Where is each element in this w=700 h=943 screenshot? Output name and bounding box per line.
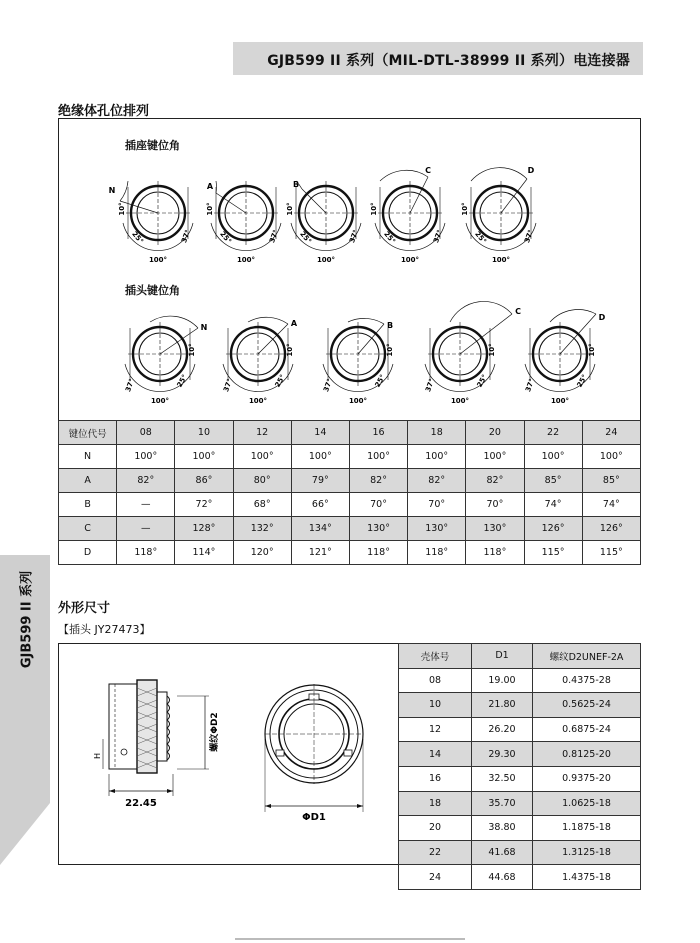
size-table-row — [399, 693, 641, 718]
size-table-row — [399, 717, 641, 742]
plug-keying-label: 插头键位角 — [125, 284, 180, 297]
footer-rule — [235, 938, 465, 940]
angle-label: 100° — [150, 397, 170, 405]
angle-label: 10° — [370, 202, 378, 216]
size-table-cell: 20 — [399, 816, 472, 841]
keying-angle-table — [58, 420, 641, 565]
angle-label: 25° — [575, 373, 590, 389]
key-angle-line — [410, 177, 428, 213]
key-table-cell: 100° — [349, 445, 407, 469]
key-table-cell: 130° — [466, 517, 524, 541]
size-table-row — [399, 816, 641, 841]
size-table-cell: 21.80 — [472, 693, 533, 718]
angle-label: 100° — [550, 397, 570, 405]
key-code-label: N — [200, 323, 208, 332]
key-table-cell: — — [117, 493, 175, 517]
key-header-cell: 24 — [582, 421, 640, 445]
key-table-cell: 100° — [291, 445, 349, 469]
key-table-cell: 68° — [233, 493, 291, 517]
key-table-cell: 130° — [349, 517, 407, 541]
insulator-section-title: 绝缘体孔位排列 — [58, 104, 150, 119]
size-table-cell: 22 — [399, 840, 472, 865]
size-table-cell: 08 — [399, 668, 472, 693]
size-table-row — [399, 840, 641, 865]
size-header-cell: 壳体号 — [399, 644, 472, 669]
key-table-cell: 79° — [291, 469, 349, 493]
key-table-row — [59, 469, 641, 493]
size-table-row — [399, 742, 641, 767]
angle-label: 37° — [424, 377, 437, 393]
key-table-cell: 74° — [524, 493, 582, 517]
size-table-cell: 1.1875-18 — [533, 816, 641, 841]
key-code-label: D — [527, 166, 535, 175]
key-table-cell: 115° — [582, 541, 640, 565]
key-table-cell: 128° — [175, 517, 233, 541]
key-table-cell: 85° — [524, 469, 582, 493]
size-table-cell: 35.70 — [472, 791, 533, 816]
size-table-cell: 12 — [399, 717, 472, 742]
angle-label: 100° — [450, 397, 470, 405]
size-table-cell: 24 — [399, 865, 472, 890]
size-table-cell: 18 — [399, 791, 472, 816]
angle-label: 100° — [248, 397, 268, 405]
size-header-row — [399, 644, 641, 669]
key-table-cell: 100° — [175, 445, 233, 469]
key-code-label: C — [515, 307, 521, 316]
size-table-cell: 41.68 — [472, 840, 533, 865]
plug-model-note: 【插头 JY27473】 — [58, 623, 151, 636]
angle-label: 100° — [400, 256, 420, 264]
angle-label: 25° — [382, 230, 397, 246]
key-table-cell: 118° — [408, 541, 466, 565]
angle-label: 37° — [523, 228, 536, 244]
angle-label: 10° — [461, 202, 469, 216]
size-table-cell: 0.8125-20 — [533, 742, 641, 767]
size-table-cell: 0.9375-20 — [533, 766, 641, 791]
key-table-cell: A — [59, 469, 117, 493]
receptacle-keying-label: 插座键位角 — [125, 139, 180, 152]
size-header-cell: D1 — [472, 644, 533, 669]
key-table-cell: 82° — [349, 469, 407, 493]
size-table-cell: 1.3125-18 — [533, 840, 641, 865]
key-code-label: D — [598, 313, 606, 322]
size-table-cell: 1.0625-18 — [533, 791, 641, 816]
angle-label: 10° — [386, 343, 394, 357]
length-dimension: 22.45 — [125, 798, 157, 809]
size-table-cell: 29.30 — [472, 742, 533, 767]
key-table-cell: 82° — [408, 469, 466, 493]
size-table-cell: 16 — [399, 766, 472, 791]
angle-label: 10° — [118, 202, 126, 216]
key-table-cell: 86° — [175, 469, 233, 493]
side-dimension: H — [93, 752, 102, 760]
key-table-cell: 132° — [233, 517, 291, 541]
angle-label: 10° — [188, 343, 196, 357]
key-table-cell: 100° — [233, 445, 291, 469]
key-table-cell: 126° — [582, 517, 640, 541]
key-code-label: A — [206, 182, 214, 191]
angle-label: 25° — [373, 373, 388, 389]
key-table-cell: 100° — [466, 445, 524, 469]
key-table-cell: 72° — [175, 493, 233, 517]
angle-label: 10° — [286, 343, 294, 357]
key-header-cell: 16 — [349, 421, 407, 445]
key-code-label: C — [425, 166, 431, 175]
key-table-cell: 70° — [349, 493, 407, 517]
angle-label: 100° — [148, 256, 168, 264]
plug-outline-drawing — [59, 644, 399, 864]
size-table-row — [399, 668, 641, 693]
key-table-row — [59, 445, 641, 469]
key-header-cell: 18 — [408, 421, 466, 445]
size-table-cell: 10 — [399, 693, 472, 718]
angle-label: 100° — [316, 256, 336, 264]
key-header-cell: 20 — [466, 421, 524, 445]
angle-label: 100° — [348, 397, 368, 405]
side-tab-label: GJB599 II 系列 — [19, 570, 35, 669]
key-table-cell: 66° — [291, 493, 349, 517]
key-header-cell: 键位代号 — [59, 421, 117, 445]
size-table-cell: 19.00 — [472, 668, 533, 693]
key-header-cell: 14 — [291, 421, 349, 445]
key-table-cell: 82° — [117, 469, 175, 493]
size-table-row — [399, 865, 641, 890]
key-table-cell: 100° — [408, 445, 466, 469]
angle-label: 25° — [298, 230, 313, 246]
angle-label: 25° — [473, 230, 488, 246]
size-table-cell: 0.4375-28 — [533, 668, 641, 693]
key-table-cell: 118° — [466, 541, 524, 565]
key-header-cell: 12 — [233, 421, 291, 445]
key-angle-arc — [248, 317, 288, 324]
shell-size-table — [398, 643, 641, 890]
key-table-cell: 70° — [466, 493, 524, 517]
key-table-row — [59, 517, 641, 541]
key-code-label: N — [108, 186, 116, 195]
key-table-cell: 126° — [524, 517, 582, 541]
angle-label: 25° — [273, 373, 288, 389]
angle-label: 100° — [491, 256, 511, 264]
size-table-cell: 26.20 — [472, 717, 533, 742]
key-table-cell: 100° — [582, 445, 640, 469]
key-table-row — [59, 541, 641, 565]
angle-label: 10° — [206, 202, 214, 216]
key-table-cell: B — [59, 493, 117, 517]
angle-label: 37° — [524, 377, 537, 393]
key-table-cell: 85° — [582, 469, 640, 493]
key-table-cell: 80° — [233, 469, 291, 493]
key-table-cell: 121° — [291, 541, 349, 565]
page-title: GJB599 II 系列（MIL-DTL-38999 II 系列）电连接器 — [267, 53, 630, 69]
angle-label: 37° — [322, 377, 335, 393]
key-angle-arc — [471, 168, 527, 181]
key-header-row — [59, 421, 641, 445]
key-table-cell: 74° — [582, 493, 640, 517]
angle-label: 37° — [432, 228, 445, 244]
key-table-cell: N — [59, 445, 117, 469]
key-table-cell: D — [59, 541, 117, 565]
angle-label: 25° — [130, 230, 145, 246]
thread-dimension: 螺纹ΦD2 — [210, 712, 220, 752]
size-table-cell: 44.68 — [472, 865, 533, 890]
size-table-row — [399, 766, 641, 791]
size-table-cell: 1.4375-18 — [533, 865, 641, 890]
size-table-cell: 0.5625-24 — [533, 693, 641, 718]
angle-label: 37° — [348, 228, 361, 244]
key-header-cell: 10 — [175, 421, 233, 445]
key-table-cell: 118° — [349, 541, 407, 565]
angle-label: 10° — [488, 343, 496, 357]
angle-label: 25° — [475, 373, 490, 389]
key-table-cell: 120° — [233, 541, 291, 565]
key-angle-arc — [120, 181, 128, 201]
key-angle-arc — [380, 170, 428, 181]
key-table-cell: 100° — [117, 445, 175, 469]
key-code-label: A — [290, 319, 298, 328]
angle-label: 25° — [218, 230, 233, 246]
key-header-cell: 08 — [117, 421, 175, 445]
key-table-cell: 82° — [466, 469, 524, 493]
size-table-cell: 0.6875-24 — [533, 717, 641, 742]
angle-label: 37° — [268, 228, 281, 244]
angle-label: 37° — [124, 377, 137, 393]
size-header-cell: 螺纹D2UNEF-2A — [533, 644, 641, 669]
key-table-cell: 114° — [175, 541, 233, 565]
angle-label: 37° — [180, 228, 193, 244]
size-table-cell: 38.80 — [472, 816, 533, 841]
key-header-cell: 22 — [524, 421, 582, 445]
key-table-cell: C — [59, 517, 117, 541]
key-table-cell: 130° — [408, 517, 466, 541]
key-table-cell: 134° — [291, 517, 349, 541]
angle-label: 37° — [222, 377, 235, 393]
key-angle-arc — [550, 310, 596, 322]
key-table-cell: 118° — [117, 541, 175, 565]
key-angle-arc — [450, 301, 512, 322]
outer-diameter-dimension: ΦD1 — [302, 812, 326, 823]
dimension-section-title: 外形尺寸 — [58, 601, 111, 616]
angle-label: 25° — [175, 373, 190, 389]
keying-diagrams — [58, 118, 641, 418]
key-table-cell: 100° — [524, 445, 582, 469]
angle-label: 10° — [286, 202, 294, 216]
key-table-row — [59, 493, 641, 517]
key-table-cell: 115° — [524, 541, 582, 565]
key-angle-arc — [348, 318, 384, 324]
key-table-cell: — — [117, 517, 175, 541]
key-code-label: B — [292, 180, 300, 189]
size-table-cell: 14 — [399, 742, 472, 767]
key-table-cell: 70° — [408, 493, 466, 517]
angle-label: 100° — [236, 256, 256, 264]
angle-label: 10° — [588, 343, 596, 357]
size-table-cell: 32.50 — [472, 766, 533, 791]
size-table-row — [399, 791, 641, 816]
key-code-label: B — [386, 321, 394, 330]
